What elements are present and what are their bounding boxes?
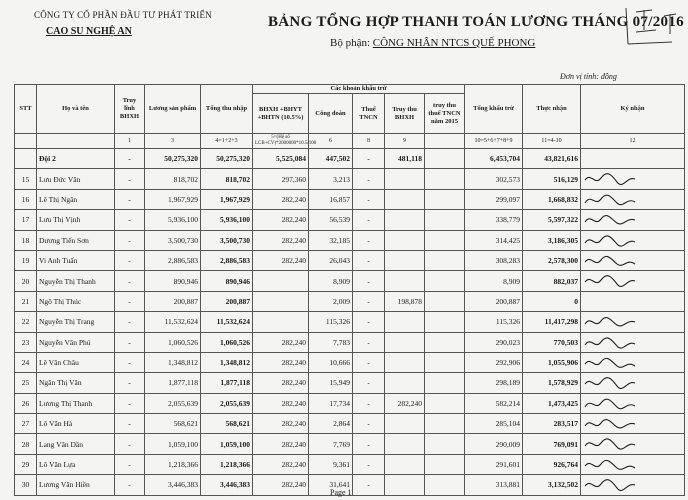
pit-cell: -: [353, 189, 385, 209]
column-index-row: [15, 134, 685, 149]
department-line: [330, 37, 535, 49]
index-cell: 11=4-10: [523, 134, 581, 149]
table-row: [15, 434, 685, 454]
total-deduction-cell: 200,887: [465, 291, 523, 311]
collect-cell: [385, 189, 425, 209]
col-net-pay: Thực nhận: [523, 85, 581, 134]
pit-2015-cell: [425, 373, 465, 393]
income-cell: 1,218,366: [201, 454, 253, 474]
collect-cell: [385, 250, 425, 270]
pit-cell: -: [353, 271, 385, 291]
group-net: 43,821,616: [523, 149, 581, 169]
col-bhxh-collect: Truy thu BHXH: [385, 94, 425, 134]
table-row: [15, 210, 685, 230]
pit-cell: -: [353, 210, 385, 230]
wage-cell: 200,887: [145, 291, 201, 311]
union-cell: 17,734: [309, 393, 353, 413]
group-total-deduction: 6,453,704: [465, 149, 523, 169]
col-total-income: Tổng thu nhập: [201, 85, 253, 134]
signature-cell: [581, 271, 685, 291]
total-deduction-cell: 313,881: [465, 475, 523, 495]
income-cell: 1,060,526: [201, 332, 253, 352]
group-insurance: 5,525,084: [253, 149, 309, 169]
signature-cell: [581, 393, 685, 413]
arrears-cell: -: [115, 189, 145, 209]
wage-cell: 11,532,624: [145, 312, 201, 332]
index-cell: 12: [581, 134, 685, 149]
group-name: Đội 2: [37, 149, 115, 169]
insurance-cell: 282,240: [253, 414, 309, 434]
net-pay-cell: 11,417,298: [523, 312, 581, 332]
table-row: [15, 393, 685, 413]
pit-2015-cell: [425, 454, 465, 474]
col-total-deduction: Tổng khấu trừ: [465, 85, 523, 134]
table-row: [15, 373, 685, 393]
net-pay-cell: 769,091: [523, 434, 581, 454]
index-cell: 6: [309, 134, 353, 149]
pit-2015-cell: [425, 230, 465, 250]
payroll-table: [14, 84, 685, 496]
collect-cell: [385, 312, 425, 332]
col-stt: STT: [15, 85, 37, 134]
signature-cell: [581, 332, 685, 352]
arrears-cell: -: [115, 250, 145, 270]
insurance-cell: [253, 291, 309, 311]
collect-cell: [385, 271, 425, 291]
insurance-cell: [253, 312, 309, 332]
stt-cell: 28: [15, 434, 37, 454]
wage-cell: 818,702: [145, 169, 201, 189]
stt-cell: 24: [15, 352, 37, 372]
table-row: [15, 189, 685, 209]
income-cell: 2,886,583: [201, 250, 253, 270]
employee-name: Nguyễn Thị Thanh: [37, 271, 115, 291]
pit-cell: -: [353, 393, 385, 413]
collect-cell: [385, 332, 425, 352]
union-cell: 3,213: [309, 169, 353, 189]
insurance-cell: [253, 271, 309, 291]
pit-2015-cell: [425, 189, 465, 209]
col-signature: Ký nhận: [581, 85, 685, 134]
handwritten-signature: [583, 232, 637, 250]
employee-name: Lô Văn Lựa: [37, 454, 115, 474]
collect-cell: [385, 210, 425, 230]
group-arrears: -: [115, 149, 145, 169]
pit-2015-cell: [425, 291, 465, 311]
group-income: 50,275,320: [201, 149, 253, 169]
index-cell: 1: [115, 134, 145, 149]
collect-cell: [385, 373, 425, 393]
total-deduction-cell: 308,283: [465, 250, 523, 270]
net-pay-cell: 283,517: [523, 414, 581, 434]
wage-cell: 3,446,383: [145, 475, 201, 495]
signature-cell: [581, 250, 685, 270]
handwritten-signature: [583, 334, 637, 352]
signature-cell: [581, 169, 685, 189]
signature-cell: [581, 454, 685, 474]
signature-cell: [581, 291, 685, 311]
pit-2015-cell: [425, 332, 465, 352]
insurance-cell: 282,240: [253, 230, 309, 250]
income-cell: 890,946: [201, 271, 253, 291]
income-cell: 1,059,100: [201, 434, 253, 454]
total-deduction-cell: 285,104: [465, 414, 523, 434]
group-stt-cell: [15, 149, 37, 169]
table-row: [15, 454, 685, 474]
collect-cell: [385, 434, 425, 454]
currency-note: Đơn vị tính: đồng: [560, 72, 617, 81]
collect-cell: [385, 475, 425, 495]
handwritten-signature: [583, 211, 637, 229]
company-unit: CAO SU NGHỆ AN: [46, 26, 132, 37]
employee-name: Lang Văn Dần: [37, 434, 115, 454]
net-pay-cell: 3,132,502: [523, 475, 581, 495]
pit-cell: -: [353, 312, 385, 332]
arrears-cell: -: [115, 475, 145, 495]
index-cell: [15, 134, 37, 149]
income-cell: 5,936,100: [201, 210, 253, 230]
employee-name: Lưu Thị Vịnh: [37, 210, 115, 230]
total-deduction-cell: 298,189: [465, 373, 523, 393]
table-row: [15, 169, 685, 189]
union-cell: 2,864: [309, 414, 353, 434]
employee-name: Vi Anh Tuấn: [37, 250, 115, 270]
pit-cell: -: [353, 475, 385, 495]
group-sign: [581, 149, 685, 169]
insurance-cell: 282,240: [253, 210, 309, 230]
department-label: Bộ phận:: [330, 37, 371, 49]
signature-cell: [581, 475, 685, 495]
handwritten-signature: [583, 415, 637, 433]
stt-cell: 29: [15, 454, 37, 474]
net-pay-cell: 516,129: [523, 169, 581, 189]
signature-cell: [581, 189, 685, 209]
group-union: 447,502: [309, 149, 353, 169]
union-cell: 56,539: [309, 210, 353, 230]
index-cell: 5=(Hệ số LCB+CV)*2000000*10.5/100: [253, 134, 309, 149]
total-deduction-cell: 302,573: [465, 169, 523, 189]
col-insurance: BHXH +BHYT +BHTN (10.5%): [253, 94, 309, 134]
signature-cell: [581, 230, 685, 250]
employee-name: Lương Văn Hiền: [37, 475, 115, 495]
group-pit: -: [353, 149, 385, 169]
collect-cell: [385, 352, 425, 372]
table-row: [15, 332, 685, 352]
arrears-cell: -: [115, 271, 145, 291]
pit-cell: -: [353, 373, 385, 393]
page-number: Page 1: [330, 488, 352, 497]
stt-cell: 15: [15, 169, 37, 189]
union-cell: 26,043: [309, 250, 353, 270]
insurance-cell: 282,240: [253, 454, 309, 474]
income-cell: 11,532,624: [201, 312, 253, 332]
pit-cell: -: [353, 414, 385, 434]
group-row: [15, 149, 685, 169]
index-cell: 4=1+2+3: [201, 134, 253, 149]
index-cell: 9: [385, 134, 425, 149]
signature-cell: [581, 414, 685, 434]
pit-cell: -: [353, 434, 385, 454]
pit-cell: -: [353, 230, 385, 250]
employee-name: Lê Thị Ngân: [37, 189, 115, 209]
handwritten-signature: [583, 313, 637, 331]
income-cell: 200,887: [201, 291, 253, 311]
insurance-cell: 282,240: [253, 434, 309, 454]
wage-cell: 5,936,100: [145, 210, 201, 230]
total-deduction-cell: 338,779: [465, 210, 523, 230]
index-cell: 10=5+6+7+8+9: [465, 134, 523, 149]
total-deduction-cell: 582,214: [465, 393, 523, 413]
collect-cell: 198,878: [385, 291, 425, 311]
handwritten-signature: [583, 395, 637, 413]
collect-cell: [385, 230, 425, 250]
handwritten-signature: [583, 170, 637, 188]
arrears-cell: -: [115, 393, 145, 413]
signature-cell: [581, 210, 685, 230]
net-pay-cell: 1,578,929: [523, 373, 581, 393]
pit-2015-cell: [425, 271, 465, 291]
signature-cell: [581, 373, 685, 393]
index-cell: [37, 134, 115, 149]
pit-cell: -: [353, 169, 385, 189]
handwritten-signature: [583, 476, 637, 494]
union-cell: 32,185: [309, 230, 353, 250]
union-cell: 115,326: [309, 312, 353, 332]
income-cell: 1,967,929: [201, 189, 253, 209]
net-pay-cell: 3,186,305: [523, 230, 581, 250]
net-pay-cell: 1,473,425: [523, 393, 581, 413]
employee-name: Lưu Đức Văn: [37, 169, 115, 189]
arrears-cell: -: [115, 352, 145, 372]
wage-cell: 1,348,812: [145, 352, 201, 372]
union-cell: 15,949: [309, 373, 353, 393]
table-row: [15, 414, 685, 434]
stt-cell: 17: [15, 210, 37, 230]
pit-cell: -: [353, 454, 385, 474]
wage-cell: 2,886,583: [145, 250, 201, 270]
union-cell: 7,783: [309, 332, 353, 352]
total-deduction-cell: 8,909: [465, 271, 523, 291]
handwritten-signature: [583, 272, 637, 290]
stt-cell: 30: [15, 475, 37, 495]
employee-name: Lê Văn Châu: [37, 352, 115, 372]
pit-2015-cell: [425, 393, 465, 413]
insurance-cell: 282,240: [253, 352, 309, 372]
stt-cell: 23: [15, 332, 37, 352]
wage-cell: 1,877,118: [145, 373, 201, 393]
signature-cell: [581, 312, 685, 332]
union-cell: 10,666: [309, 352, 353, 372]
total-deduction-cell: 299,097: [465, 189, 523, 209]
employee-name: Ngô Thị Thúc: [37, 291, 115, 311]
insurance-cell: 282,240: [253, 332, 309, 352]
income-cell: 1,877,118: [201, 373, 253, 393]
handwritten-signature: [583, 191, 637, 209]
stt-cell: 22: [15, 312, 37, 332]
table-row: [15, 312, 685, 332]
stt-cell: 16: [15, 189, 37, 209]
wage-cell: 1,967,929: [145, 189, 201, 209]
employee-name: Dương Tiến Sơn: [37, 230, 115, 250]
index-cell: 8: [353, 134, 385, 149]
arrears-cell: -: [115, 210, 145, 230]
stt-cell: 27: [15, 414, 37, 434]
index-cell: [425, 134, 465, 149]
total-deduction-cell: 291,601: [465, 454, 523, 474]
union-cell: 9,361: [309, 454, 353, 474]
pit-2015-cell: [425, 414, 465, 434]
total-deduction-cell: 115,326: [465, 312, 523, 332]
insurance-cell: 282,240: [253, 373, 309, 393]
table-row: [15, 230, 685, 250]
income-cell: 2,055,639: [201, 393, 253, 413]
wage-cell: 1,059,100: [145, 434, 201, 454]
income-cell: 3,500,730: [201, 230, 253, 250]
handwritten-signature: [583, 354, 637, 372]
handwritten-signature: [583, 456, 637, 474]
employee-name: Lương Thị Thanh: [37, 393, 115, 413]
pit-cell: -: [353, 352, 385, 372]
wage-cell: 890,946: [145, 271, 201, 291]
col-product-wage: Lương sản phẩm: [145, 85, 201, 134]
arrears-cell: -: [115, 291, 145, 311]
total-deduction-cell: 290,023: [465, 332, 523, 352]
collect-cell: 282,240: [385, 393, 425, 413]
handwritten-signature: [583, 435, 637, 453]
net-pay-cell: 2,578,300: [523, 250, 581, 270]
union-cell: 31,641: [309, 475, 353, 495]
pit-2015-cell: [425, 475, 465, 495]
net-pay-cell: 1,055,906: [523, 352, 581, 372]
collect-cell: [385, 414, 425, 434]
pit-cell: -: [353, 332, 385, 352]
net-pay-cell: 0: [523, 291, 581, 311]
group-wage: 50,275,320: [145, 149, 201, 169]
arrears-cell: -: [115, 332, 145, 352]
insurance-cell: 282,240: [253, 475, 309, 495]
arrears-cell: -: [115, 169, 145, 189]
income-cell: 818,702: [201, 169, 253, 189]
group-pit-2015: [425, 149, 465, 169]
net-pay-cell: 882,037: [523, 271, 581, 291]
insurance-cell: 282,240: [253, 189, 309, 209]
union-cell: 8,909: [309, 271, 353, 291]
wage-cell: 568,621: [145, 414, 201, 434]
total-deduction-cell: 292,906: [465, 352, 523, 372]
pit-2015-cell: [425, 210, 465, 230]
col-pit: Thuế TNCN: [353, 94, 385, 134]
net-pay-cell: 770,503: [523, 332, 581, 352]
department-value: CÔNG NHÂN NTCS QUẾ PHONG: [372, 37, 536, 49]
table-row: [15, 271, 685, 291]
col-deductions-group: Các khoản khấu trừ: [253, 85, 465, 94]
income-cell: 3,446,383: [201, 475, 253, 495]
company-name: CÔNG TY CỔ PHẦN ĐẦU TƯ PHÁT TRIỂN: [34, 10, 212, 20]
insurance-cell: 297,360: [253, 169, 309, 189]
col-bhxh-arrears: Truy lĩnh BHXH: [115, 85, 145, 134]
arrears-cell: -: [115, 414, 145, 434]
col-union-fee: Công đoàn: [309, 94, 353, 134]
union-cell: 2,009: [309, 291, 353, 311]
arrears-cell: -: [115, 230, 145, 250]
pit-2015-cell: [425, 312, 465, 332]
table-row: [15, 352, 685, 372]
arrears-cell: -: [115, 373, 145, 393]
pit-cell: -: [353, 250, 385, 270]
employee-name: Lô Văn Hà: [37, 414, 115, 434]
employee-name: Ngân Thị Văn: [37, 373, 115, 393]
union-cell: 7,769: [309, 434, 353, 454]
net-pay-cell: 1,668,832: [523, 189, 581, 209]
pit-2015-cell: [425, 434, 465, 454]
wage-cell: 1,060,526: [145, 332, 201, 352]
union-cell: 16,857: [309, 189, 353, 209]
pit-cell: -: [353, 291, 385, 311]
stt-cell: 19: [15, 250, 37, 270]
wage-cell: 1,218,366: [145, 454, 201, 474]
employee-name: Nguyễn Văn Phú: [37, 332, 115, 352]
income-cell: 568,621: [201, 414, 253, 434]
handwritten-signature: [583, 374, 637, 392]
col-name: Họ và tên: [37, 85, 115, 134]
stt-cell: 20: [15, 271, 37, 291]
pit-2015-cell: [425, 352, 465, 372]
signature-cell: [581, 434, 685, 454]
wage-cell: 2,055,639: [145, 393, 201, 413]
header-row-1: [15, 85, 685, 94]
handwritten-signature: [583, 252, 637, 270]
net-pay-cell: 926,764: [523, 454, 581, 474]
stt-cell: 18: [15, 230, 37, 250]
index-cell: 3: [145, 134, 201, 149]
arrears-cell: -: [115, 434, 145, 454]
group-collect: 481,118: [385, 149, 425, 169]
pit-2015-cell: [425, 250, 465, 270]
table-row: [15, 291, 685, 311]
total-deduction-cell: 314,425: [465, 230, 523, 250]
stt-cell: 25: [15, 373, 37, 393]
col-pit-2015: truy thu thuế TNCN năm 2015: [425, 94, 465, 134]
table-row: [15, 250, 685, 270]
signature-cell: [581, 352, 685, 372]
employee-name: Nguyễn Thị Trang: [37, 312, 115, 332]
stt-cell: 21: [15, 291, 37, 311]
pit-2015-cell: [425, 169, 465, 189]
insurance-cell: 282,240: [253, 393, 309, 413]
arrears-cell: -: [115, 454, 145, 474]
net-pay-cell: 5,597,322: [523, 210, 581, 230]
insurance-cell: 282,240: [253, 250, 309, 270]
corner-handwriting-mark: [622, 4, 682, 52]
income-cell: 1,348,812: [201, 352, 253, 372]
wage-cell: 3,500,730: [145, 230, 201, 250]
collect-cell: [385, 454, 425, 474]
arrears-cell: -: [115, 312, 145, 332]
total-deduction-cell: 290,009: [465, 434, 523, 454]
collect-cell: [385, 169, 425, 189]
document-title: BẢNG TỔNG HỢP THANH TOÁN LƯƠNG THÁNG 07/2016: [268, 14, 684, 30]
stt-cell: 26: [15, 393, 37, 413]
